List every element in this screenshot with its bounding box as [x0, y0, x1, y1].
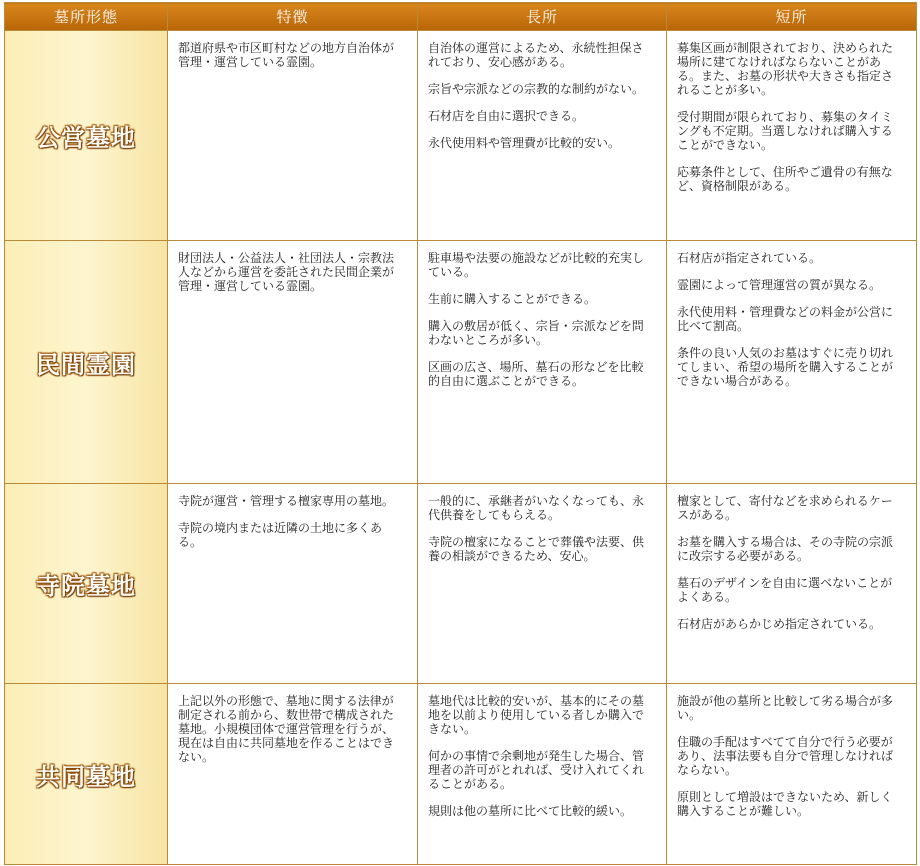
pros-text: 自治体の運営によるため、永続性担保されており、安心感がある。	[428, 41, 644, 69]
pros-text: 何かの事情で余剰地が発生した場合、管理者の許可がとれれば、受け入れてくれることがある。	[428, 749, 645, 791]
header-features: 特徴	[168, 3, 418, 31]
features-cell	[168, 31, 418, 241]
pros-text: 石材店を自由に選択できる。	[428, 109, 585, 123]
table-row	[5, 31, 917, 241]
header-row	[5, 3, 917, 31]
features-text: 上記以外の形態で、墓地に関する法律が制定される前から、数世帯で構成された墓地。小規模団体で運営管理を行うが、現在は自由に共同墓地を作ることはできない。	[178, 694, 395, 764]
features-cell	[168, 241, 418, 484]
cons-text: 施設が他の墓所と比較して劣る場合が多い。	[677, 694, 894, 722]
cons-text: お墓を購入する場合は、その寺院の宗派に改宗する必要がある。	[677, 535, 894, 563]
pros-text: 規則は他の墓所に比べて比較的緩い。	[428, 804, 633, 818]
features-text: 都道府県や市区町村などの地方自治体が管理・運営している霊園。	[178, 41, 395, 69]
header-cons: 短所	[667, 3, 917, 31]
cons-text: 募集区画が制限されており、決められた場所に建てなければならないことがある。また、お墓の形状や大きさも指定されることが多い。	[677, 41, 894, 97]
cons-cell	[667, 31, 917, 241]
pros-text: 区画の広さ、場所、墓石の形などを比較的自由に選ぶことができる。	[428, 360, 644, 388]
cons-cell	[667, 484, 917, 684]
cons-text: 住職の手配はすべてて自分で行う必要があり、法事法要も自分で管理しなければならない。	[677, 735, 894, 777]
pros-cell	[418, 484, 667, 684]
row-type-label: 民間霊園	[5, 241, 168, 484]
cons-text: 永代使用料・管理費などの料金が公営に比べて割高。	[677, 305, 894, 333]
features-cell	[168, 684, 418, 865]
table-row	[5, 684, 917, 865]
cons-text: 条件の良い人気のお墓はすぐに売り切れてしまい、希望の場所を購入することができない場合がある。	[677, 346, 894, 388]
features-text: 財団法人・公益法人・社団法人・宗教法人などから運営を委託された民間企業が管理・運営している霊園。	[178, 251, 395, 293]
table-row	[5, 241, 917, 484]
cons-text: 墓石のデザインを自由に選べないことがよくある。	[677, 576, 893, 604]
pros-text: 寺院の檀家になることで葬儀や法要、供養の相談ができるため、安心。	[428, 535, 645, 563]
row-type-label: 公営墓地	[5, 31, 168, 241]
cons-text: 原則として増設はできないため、新しく購入することが難しい。	[677, 790, 893, 818]
pros-text: 一般的に、承継者がいなくなっても、永代供養をしてもらえる。	[428, 494, 645, 522]
pros-cell	[418, 684, 667, 865]
features-cell	[168, 484, 418, 684]
header-pros: 長所	[418, 3, 667, 31]
cons-text: 応募条件として、住所やご遺骨の有無など、資格制限がある。	[677, 165, 893, 193]
pros-text: 購入の敷居が低く、宗旨・宗派などを問わないところが多い。	[428, 319, 644, 347]
cons-text: 受付期間が限られており、募集のタイミングも不定期。当選しなければ購入することができない。	[677, 110, 893, 152]
cons-text: 石材店があらかじめ指定されている。	[677, 617, 882, 631]
row-type-label: 寺院墓地	[5, 484, 168, 684]
features-text: 寺院の境内または近隣の土地に多くある。	[178, 521, 383, 549]
cons-cell	[667, 684, 917, 865]
table-row	[5, 484, 917, 684]
pros-cell	[418, 241, 667, 484]
features-text: 寺院が運営・管理する檀家専用の墓地。	[178, 494, 395, 508]
cons-text: 霊園によって管理運営の質が異なる。	[677, 278, 882, 292]
row-type-label: 共同墓地	[5, 684, 168, 865]
pros-text: 生前に購入することができる。	[428, 292, 597, 306]
pros-cell	[418, 31, 667, 241]
cons-text: 檀家として、寄付などを求められるケースがある。	[677, 494, 893, 522]
grave-type-comparison-table	[4, 2, 917, 865]
pros-text: 駐車場や法要の施設などが比較的充実している。	[428, 251, 645, 279]
pros-text: 永代使用料や管理費が比較的安い。	[428, 136, 621, 150]
pros-text: 宗旨や宗派などの宗教的な制約がない。	[428, 82, 645, 96]
cons-cell	[667, 241, 917, 484]
pros-text: 墓地代は比較的安いが、基本的にその墓地を以前より使用している者しか購入できない。	[428, 694, 645, 736]
header-type: 墓所形態	[5, 3, 168, 31]
cons-text: 石材店が指定されている。	[677, 251, 822, 265]
